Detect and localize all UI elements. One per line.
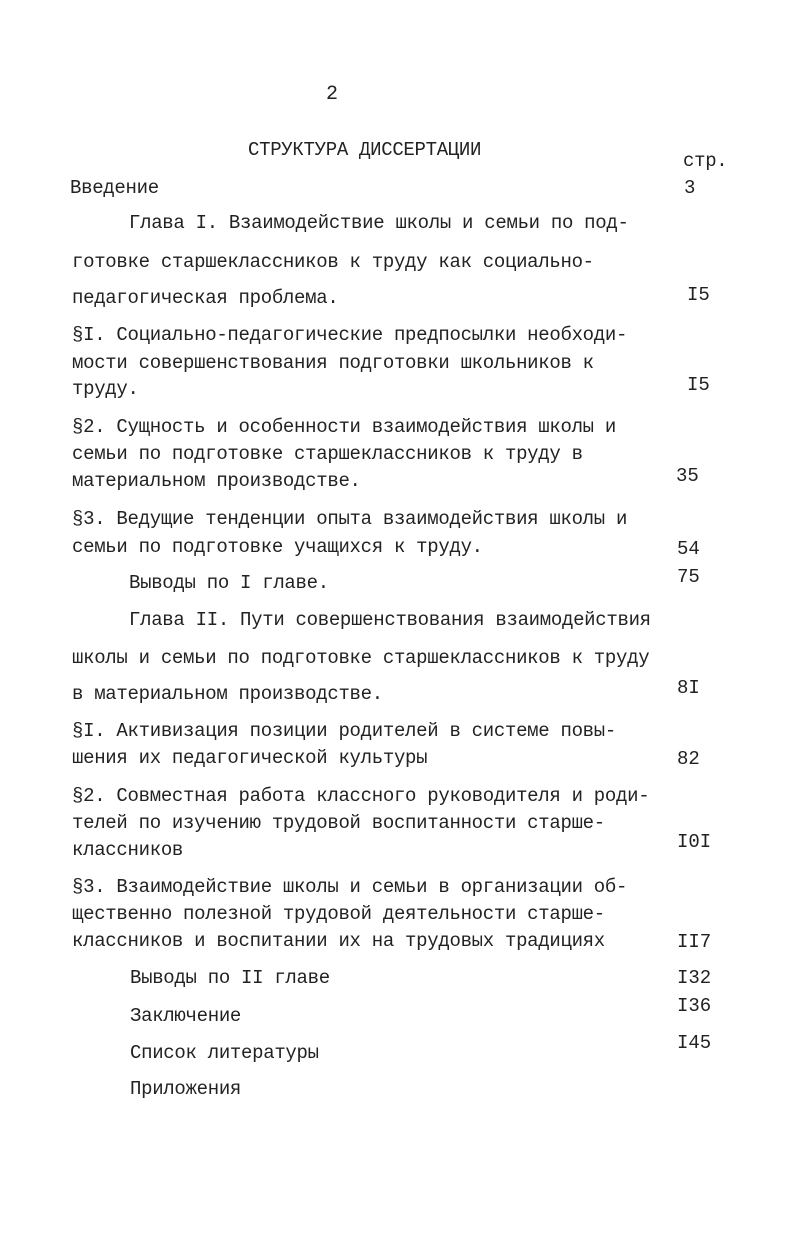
toc-page: 75 [677, 566, 700, 588]
toc-line: Выводы по I главе. [129, 572, 329, 594]
toc-line: §2. Совместная работа классного руководителя и роди- [72, 785, 650, 807]
toc-line: семьи по подготовке старшеклассников к труду в [72, 443, 583, 465]
toc-page: I5 [687, 284, 710, 306]
toc-page: 54 [677, 538, 700, 560]
toc-page: 82 [677, 748, 700, 770]
toc-line: Заключение [130, 1005, 242, 1027]
toc-page: I0I [677, 831, 712, 853]
toc-line: шения их педагогической культуры [72, 747, 428, 769]
toc-line: §3. Взаимодействие школы и семьи в организации об- [72, 876, 628, 898]
toc-line: телей по изучению трудовой воспитанности старше- [72, 812, 605, 834]
toc-page: II7 [677, 931, 712, 953]
page-column-label: стр. [683, 150, 728, 172]
toc-line: Список литературы [130, 1042, 319, 1064]
toc-page: I36 [677, 995, 712, 1017]
toc-page: I32 [677, 967, 712, 989]
toc-line: классников [72, 839, 184, 861]
toc-page: 8I [677, 677, 700, 699]
toc-line: материальном производстве. [72, 470, 361, 492]
toc-line: §I. Социально-педагогические предпосылки необходи- [72, 324, 628, 346]
toc-line: Выводы по II главе [130, 967, 330, 989]
toc-line: педагогическая проблема. [72, 287, 339, 309]
toc-line: мости совершенствования подготовки школьников к [72, 352, 594, 374]
toc-page: I45 [677, 1032, 712, 1054]
toc-line: семьи по подготовке учащихся к труду. [72, 536, 483, 558]
toc-page: 3 [684, 177, 696, 199]
toc-line: §I. Активизация позиции родителей в системе повы- [72, 720, 616, 742]
toc-line: Введение [70, 177, 159, 199]
toc-line: Глава I. Взаимодействие школы и семьи по под- [129, 212, 629, 234]
toc-line: готовке старшеклассников к труду как социально- [72, 251, 594, 273]
toc-line: щественно полезной трудовой деятельности старше- [72, 903, 605, 925]
toc-line: Приложения [130, 1078, 242, 1100]
toc-line: §3. Ведущие тенденции опыта взаимодействия школы и [72, 508, 628, 530]
toc-line: школы и семьи по подготовке старшеклассников к труду [72, 647, 650, 669]
toc-line: Глава II. Пути совершенствования взаимодействия [129, 609, 651, 631]
toc-line: труду. [72, 378, 139, 400]
toc-line: в материальном производстве. [72, 683, 383, 705]
toc-line: §2. Сущность и особенности взаимодействия школы и [72, 416, 616, 438]
page-number: 2 [326, 83, 338, 106]
page-title: СТРУКТУРА ДИССЕРТАЦИИ [248, 139, 482, 161]
toc-page: 35 [676, 465, 699, 487]
toc-page: I5 [687, 374, 710, 396]
toc-line: классников и воспитании их на трудовых традициях [72, 930, 605, 952]
